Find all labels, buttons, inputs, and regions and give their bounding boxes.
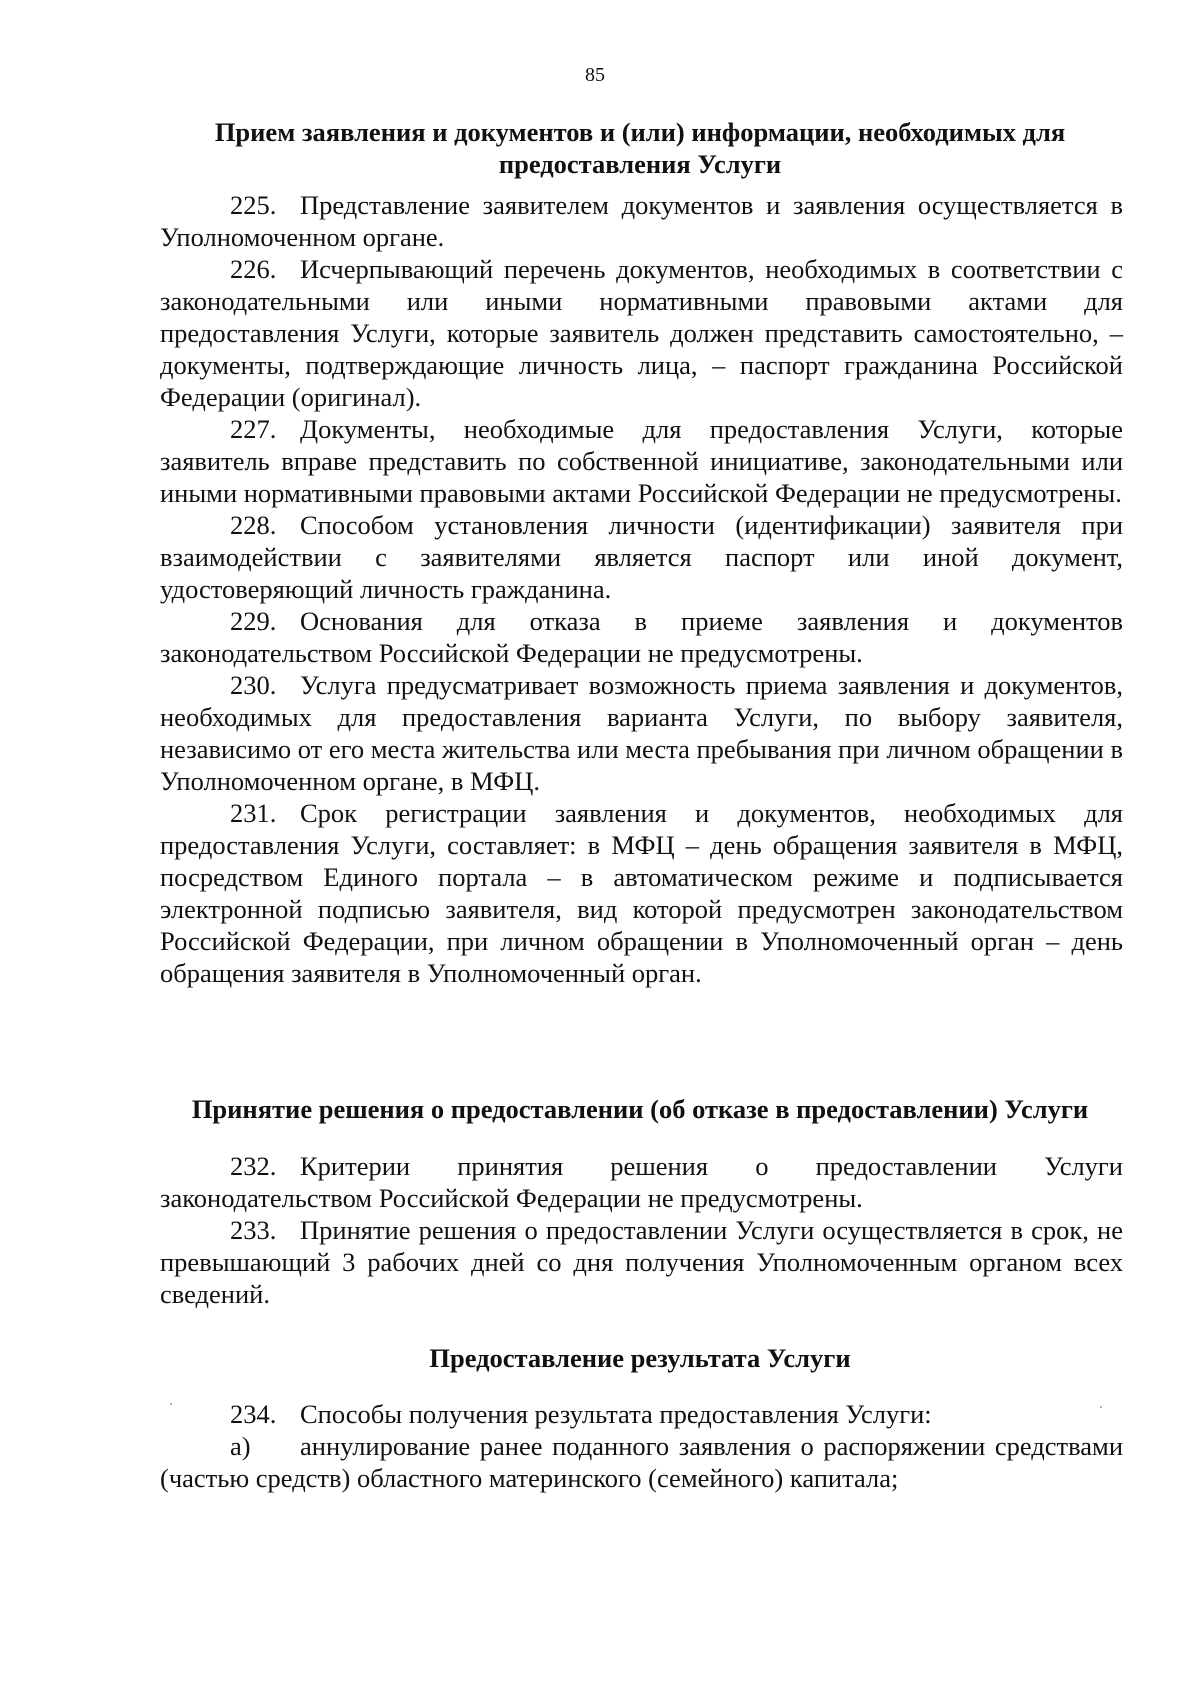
- paragraph-number: а): [230, 1431, 251, 1461]
- section-body-decision: [160, 1150, 1123, 1310]
- paragraph-text: Услуга предусматривает возможность приема заявления и документов, необходимых для предоставления варианта Услуги, по выбору заявителя, независимо от его места жительства или места пребывания при личном обращении в Уполномоченном органе, в МФЦ.: [160, 670, 1123, 796]
- paragraph-number: 234.: [230, 1399, 277, 1429]
- section-heading-result: Предоставление результата Услуги: [429, 1343, 851, 1373]
- paragraph-number: 233.: [230, 1215, 277, 1245]
- section-body-result: [160, 1398, 1123, 1494]
- paragraph-233: [160, 1214, 1123, 1310]
- section-heading-decision: Принятие решения о предоставлении (об отказе в предоставлении) Услуги: [191, 1094, 1089, 1124]
- paragraph-230: [160, 669, 1123, 797]
- section-body-application: [160, 189, 1123, 989]
- paragraph-225: [160, 189, 1123, 253]
- paragraph-text: Представление заявителем документов и заявления осуществляется в Уполномоченном органе.: [160, 190, 1123, 252]
- paragraph-234: [160, 1398, 1123, 1430]
- paragraph-number: 230.: [230, 670, 277, 700]
- paragraph-text: Критерии принятия решения о предоставлении Услуги законодательством Российской Федерации не предусмотрены.: [160, 1151, 1123, 1213]
- paragraph-text: Основания для отказа в приеме заявления и документов законодательством Российской Федерации не предусмотрены.: [160, 606, 1123, 668]
- paragraph-number: 231.: [230, 798, 277, 828]
- paragraph-text: аннулирование ранее поданного заявления о распоряжении средствами (частью средств) областного материнского (семейного) капитала;: [160, 1431, 1123, 1493]
- paragraph-226: [160, 253, 1123, 413]
- paragraph-text: Способом установления личности (идентификации) заявителя при взаимодействии с заявителями является паспорт или иной документ, удостоверяющий личность гражданина.: [160, 510, 1123, 604]
- paragraph-text: Способы получения результата предоставления Услуги:: [300, 1399, 932, 1429]
- scan-speck: [170, 1403, 172, 1405]
- paragraph-text: Срок регистрации заявления и документов, необходимых для предоставления Услуги, составляет: в МФЦ – день обращения заявителя в МФЦ, посредством Единого портала – в автоматическом режиме и подписывается электронной подписью заявителя, вид которой предусмотрен законодательством Российской Федерации, при личном обращении в Уполномоченный орган – день обращения заявителя в Уполномоченный орган.: [160, 798, 1123, 988]
- paragraph-number: 229.: [230, 606, 277, 636]
- paragraph-text: Принятие решения о предоставлении Услуги осуществляется в срок, не превышающий 3 рабочих дней со дня получения Уполномоченным органом всех сведений.: [160, 1215, 1123, 1309]
- paragraph-number: 226.: [230, 254, 277, 284]
- paragraph-text: Исчерпывающий перечень документов, необходимых в соответствии с законодательными или иными нормативными правовыми актами для предоставления Услуги, которые заявитель должен представить самостоятельно, – документы, подтверждающие личность лица, – паспорт гражданина Российской Федерации (оригинал).: [160, 254, 1123, 412]
- section-heading-application: Прием заявления и документов и (или) информации, необходимых для предоставления Услуги: [214, 117, 1066, 179]
- paragraph-228: [160, 509, 1123, 605]
- paragraph-text: Документы, необходимые для предоставления Услуги, которые заявитель вправе представить по собственной инициативе, законодательными или иными нормативными правовыми актами Российской Федерации не предусмотрены.: [160, 414, 1123, 508]
- paragraph-number: 232.: [230, 1151, 277, 1181]
- paragraph-234-a: [160, 1430, 1123, 1494]
- paragraph-231: [160, 797, 1123, 989]
- paragraph-232: [160, 1150, 1123, 1214]
- paragraph-227: [160, 413, 1123, 509]
- paragraph-number: 225.: [230, 190, 277, 220]
- page-number: 85: [585, 64, 605, 86]
- paragraph-number: 228.: [230, 510, 277, 540]
- paragraph-number: 227.: [230, 414, 277, 444]
- scan-speck: [1100, 1406, 1102, 1408]
- paragraph-229: [160, 605, 1123, 669]
